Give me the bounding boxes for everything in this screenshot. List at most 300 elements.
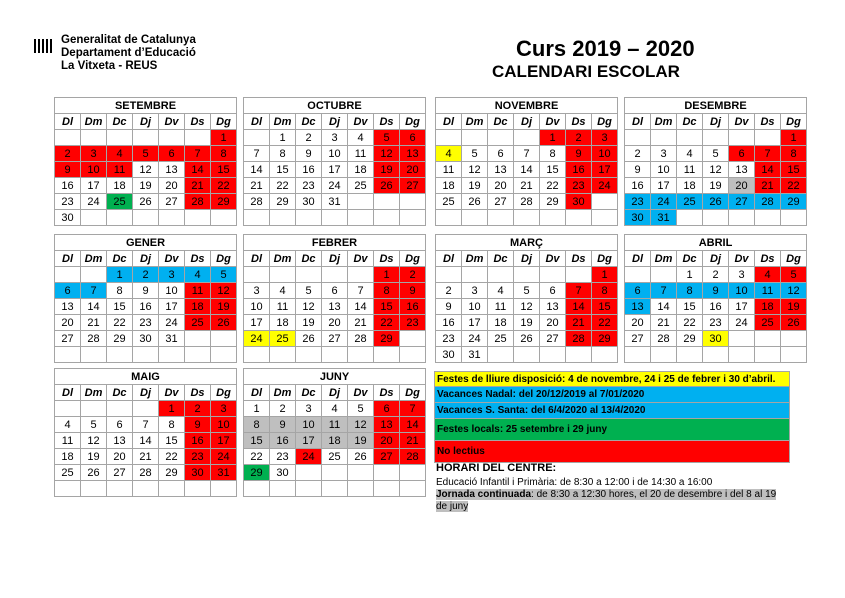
empty-cell	[781, 210, 807, 226]
day-cell: 19	[296, 315, 322, 331]
day-cell: 6	[107, 417, 133, 433]
empty-cell	[348, 347, 374, 363]
weekday-header: Dm	[270, 251, 296, 267]
page-title: Curs 2019 – 2020	[516, 36, 695, 61]
day-cell: 1	[781, 130, 807, 146]
day-cell: 7	[244, 146, 270, 162]
weekday-header: Dg	[400, 385, 426, 401]
day-cell: 13	[729, 162, 755, 178]
day-cell: 19	[462, 178, 488, 194]
month-setembre	[54, 97, 237, 226]
day-cell: 4	[107, 146, 133, 162]
empty-cell	[625, 347, 651, 363]
day-cell: 9	[296, 146, 322, 162]
empty-cell	[244, 347, 270, 363]
day-cell: 9	[185, 417, 211, 433]
day-cell: 20	[159, 178, 185, 194]
day-cell: 26	[348, 449, 374, 465]
empty-cell	[514, 267, 540, 283]
empty-cell	[81, 210, 107, 226]
day-cell: 21	[348, 315, 374, 331]
day-cell: 27	[625, 331, 651, 347]
day-cell: 1	[677, 267, 703, 283]
empty-cell	[540, 267, 566, 283]
empty-cell	[755, 130, 781, 146]
empty-cell	[703, 130, 729, 146]
weekday-header: Dm	[651, 251, 677, 267]
day-cell: 13	[107, 433, 133, 449]
day-cell: 3	[462, 283, 488, 299]
day-cell: 30	[296, 194, 322, 210]
weekday-header: Dm	[462, 114, 488, 130]
weekday-header: Dl	[244, 114, 270, 130]
day-cell: 5	[133, 146, 159, 162]
empty-cell	[159, 130, 185, 146]
day-cell: 21	[133, 449, 159, 465]
empty-cell	[55, 130, 81, 146]
day-cell: 17	[592, 162, 618, 178]
day-cell: 9	[400, 283, 426, 299]
weekday-header: Dl	[625, 251, 651, 267]
day-cell: 11	[55, 433, 81, 449]
weekday-header: Dj	[514, 251, 540, 267]
weekday-header: Dc	[296, 114, 322, 130]
day-cell: 6	[374, 401, 400, 417]
day-cell: 28	[348, 331, 374, 347]
day-cell: 20	[488, 178, 514, 194]
day-cell: 13	[488, 162, 514, 178]
day-cell: 13	[55, 299, 81, 315]
weekday-header: Dj	[322, 251, 348, 267]
weekday-header: Dl	[55, 251, 81, 267]
legend-easter: Vacances S. Santa: del 6/4/2020 al 13/4/2020	[434, 403, 790, 419]
empty-cell	[322, 465, 348, 481]
month-name: OCTUBRE	[244, 98, 426, 114]
day-cell: 9	[133, 283, 159, 299]
day-cell: 29	[107, 331, 133, 347]
empty-cell	[211, 210, 237, 226]
day-cell: 24	[296, 449, 322, 465]
day-cell: 28	[651, 331, 677, 347]
day-cell: 9	[703, 283, 729, 299]
day-cell: 26	[211, 315, 237, 331]
day-cell: 23	[270, 449, 296, 465]
day-cell: 24	[211, 449, 237, 465]
empty-cell	[625, 267, 651, 283]
day-cell: 25	[55, 465, 81, 481]
day-cell: 7	[348, 283, 374, 299]
weekday-header: Dl	[55, 114, 81, 130]
day-cell: 6	[322, 283, 348, 299]
empty-cell	[322, 347, 348, 363]
month-name: GENER	[55, 235, 237, 251]
day-cell: 23	[625, 194, 651, 210]
empty-cell	[159, 347, 185, 363]
day-cell: 22	[107, 315, 133, 331]
day-cell: 8	[244, 417, 270, 433]
empty-cell	[374, 465, 400, 481]
day-cell: 4	[348, 130, 374, 146]
day-cell: 29	[781, 194, 807, 210]
empty-cell	[296, 267, 322, 283]
empty-cell	[374, 347, 400, 363]
day-cell: 12	[703, 162, 729, 178]
weekday-header: Dg	[781, 114, 807, 130]
day-cell: 19	[348, 433, 374, 449]
empty-cell	[651, 347, 677, 363]
day-cell: 14	[755, 162, 781, 178]
day-cell: 17	[159, 299, 185, 315]
empty-cell	[514, 210, 540, 226]
day-cell: 27	[107, 465, 133, 481]
day-cell: 24	[322, 178, 348, 194]
day-cell: 18	[185, 299, 211, 315]
day-cell: 12	[211, 283, 237, 299]
day-cell: 9	[55, 162, 81, 178]
day-cell: 22	[374, 315, 400, 331]
empty-cell	[159, 210, 185, 226]
day-cell: 18	[677, 178, 703, 194]
day-cell: 5	[703, 146, 729, 162]
day-cell: 30	[185, 465, 211, 481]
day-cell: 7	[566, 283, 592, 299]
day-cell: 15	[592, 299, 618, 315]
day-cell: 15	[159, 433, 185, 449]
weekday-header: Dv	[348, 385, 374, 401]
day-cell: 11	[436, 162, 462, 178]
day-cell: 26	[462, 194, 488, 210]
day-cell: 1	[374, 267, 400, 283]
day-cell: 2	[400, 267, 426, 283]
day-cell: 15	[211, 162, 237, 178]
day-cell: 5	[81, 417, 107, 433]
day-cell: 10	[211, 417, 237, 433]
day-cell: 11	[488, 299, 514, 315]
day-cell: 1	[244, 401, 270, 417]
day-cell: 10	[159, 283, 185, 299]
empty-cell	[729, 331, 755, 347]
empty-cell	[566, 267, 592, 283]
day-cell: 14	[185, 162, 211, 178]
day-cell: 17	[296, 433, 322, 449]
empty-cell	[566, 210, 592, 226]
empty-cell	[729, 347, 755, 363]
day-cell: 22	[159, 449, 185, 465]
day-cell: 24	[462, 331, 488, 347]
empty-cell	[651, 267, 677, 283]
weekday-header: Ds	[185, 385, 211, 401]
weekday-header: Ds	[374, 251, 400, 267]
month-febrer	[243, 234, 426, 363]
empty-cell	[81, 130, 107, 146]
day-cell: 17	[651, 178, 677, 194]
day-cell: 1	[107, 267, 133, 283]
empty-cell	[211, 347, 237, 363]
continuous-day-label: Jornada continuada	[436, 489, 532, 500]
day-cell: 25	[107, 194, 133, 210]
day-cell: 18	[488, 315, 514, 331]
empty-cell	[133, 401, 159, 417]
day-cell: 16	[436, 315, 462, 331]
empty-cell	[374, 210, 400, 226]
day-cell: 25	[322, 449, 348, 465]
day-cell: 15	[781, 162, 807, 178]
day-cell: 16	[566, 162, 592, 178]
day-cell: 19	[703, 178, 729, 194]
day-cell: 27	[488, 194, 514, 210]
empty-cell	[107, 130, 133, 146]
empty-cell	[81, 347, 107, 363]
day-cell: 15	[270, 162, 296, 178]
empty-cell	[133, 210, 159, 226]
day-cell: 21	[566, 315, 592, 331]
day-cell: 6	[55, 283, 81, 299]
organization-block	[61, 34, 196, 73]
day-cell: 3	[159, 267, 185, 283]
day-cell: 27	[159, 194, 185, 210]
day-cell: 5	[348, 401, 374, 417]
empty-cell	[185, 210, 211, 226]
day-cell: 8	[107, 283, 133, 299]
empty-cell	[81, 401, 107, 417]
empty-cell	[755, 210, 781, 226]
weekday-header: Dl	[55, 385, 81, 401]
day-cell: 29	[592, 331, 618, 347]
month-octubre	[243, 97, 426, 226]
month-name: MARÇ	[436, 235, 618, 251]
empty-cell	[159, 481, 185, 497]
day-cell: 18	[55, 449, 81, 465]
day-cell: 21	[81, 315, 107, 331]
day-cell: 12	[781, 283, 807, 299]
day-cell: 4	[270, 283, 296, 299]
empty-cell	[729, 210, 755, 226]
day-cell: 7	[514, 146, 540, 162]
day-cell: 21	[755, 178, 781, 194]
day-cell: 14	[244, 162, 270, 178]
empty-cell	[81, 267, 107, 283]
day-cell: 10	[651, 162, 677, 178]
day-cell: 16	[270, 433, 296, 449]
day-cell: 2	[270, 401, 296, 417]
day-cell: 15	[374, 299, 400, 315]
day-cell: 20	[322, 315, 348, 331]
day-cell: 14	[566, 299, 592, 315]
day-cell: 3	[244, 283, 270, 299]
day-cell: 18	[322, 433, 348, 449]
day-cell: 28	[244, 194, 270, 210]
legend	[434, 371, 790, 463]
weekday-header: Dm	[81, 251, 107, 267]
day-cell: 14	[400, 417, 426, 433]
day-cell: 6	[540, 283, 566, 299]
empty-cell	[296, 347, 322, 363]
day-cell: 20	[540, 315, 566, 331]
day-cell: 23	[55, 194, 81, 210]
month-juny	[243, 368, 426, 497]
weekday-header: Ds	[185, 114, 211, 130]
weekday-header: Dv	[540, 114, 566, 130]
day-cell: 26	[703, 194, 729, 210]
weekday-header: Dc	[296, 385, 322, 401]
empty-cell	[625, 130, 651, 146]
weekday-header: Dv	[348, 251, 374, 267]
page-subtitle: CALENDARI ESCOLAR	[492, 62, 680, 81]
day-cell: 11	[185, 283, 211, 299]
day-cell: 31	[462, 347, 488, 363]
day-cell: 4	[488, 283, 514, 299]
day-cell: 10	[244, 299, 270, 315]
day-cell: 7	[133, 417, 159, 433]
empty-cell	[781, 331, 807, 347]
day-cell: 4	[322, 401, 348, 417]
empty-cell	[592, 347, 618, 363]
empty-cell	[755, 347, 781, 363]
day-cell: 16	[296, 162, 322, 178]
day-cell: 26	[133, 194, 159, 210]
day-cell: 18	[107, 178, 133, 194]
day-cell: 6	[488, 146, 514, 162]
day-cell: 5	[781, 267, 807, 283]
empty-cell	[677, 210, 703, 226]
org-line-1: Generalitat de Catalunya	[61, 34, 196, 46]
weekday-header: Dm	[270, 385, 296, 401]
day-cell: 4	[436, 146, 462, 162]
day-cell: 15	[677, 299, 703, 315]
day-cell: 2	[296, 130, 322, 146]
day-cell: 14	[651, 299, 677, 315]
month-name: ABRIL	[625, 235, 807, 251]
day-cell: 20	[107, 449, 133, 465]
day-cell: 19	[374, 162, 400, 178]
day-cell: 31	[159, 331, 185, 347]
day-cell: 20	[625, 315, 651, 331]
day-cell: 12	[462, 162, 488, 178]
day-cell: 27	[540, 331, 566, 347]
day-cell: 17	[322, 162, 348, 178]
empty-cell	[400, 210, 426, 226]
day-cell: 24	[81, 194, 107, 210]
day-cell: 30	[436, 347, 462, 363]
empty-cell	[296, 465, 322, 481]
month-name: FEBRER	[244, 235, 426, 251]
day-cell: 14	[133, 433, 159, 449]
weekday-header: Ds	[566, 251, 592, 267]
day-cell: 4	[185, 267, 211, 283]
day-cell: 1	[270, 130, 296, 146]
day-cell: 18	[436, 178, 462, 194]
day-cell: 8	[270, 146, 296, 162]
day-cell: 6	[729, 146, 755, 162]
day-cell: 20	[400, 162, 426, 178]
day-cell: 27	[322, 331, 348, 347]
day-cell: 19	[81, 449, 107, 465]
day-cell: 16	[625, 178, 651, 194]
empty-cell	[400, 481, 426, 497]
day-cell: 7	[185, 146, 211, 162]
day-cell: 21	[400, 433, 426, 449]
day-cell: 7	[400, 401, 426, 417]
day-cell: 15	[107, 299, 133, 315]
weekday-header: Dg	[400, 251, 426, 267]
day-cell: 22	[592, 315, 618, 331]
empty-cell	[436, 130, 462, 146]
day-cell: 10	[296, 417, 322, 433]
day-cell: 21	[185, 178, 211, 194]
day-cell: 24	[244, 331, 270, 347]
empty-cell	[107, 210, 133, 226]
empty-cell	[566, 347, 592, 363]
day-cell: 11	[270, 299, 296, 315]
weekday-header: Dm	[462, 251, 488, 267]
weekday-header: Dg	[400, 114, 426, 130]
day-cell: 26	[781, 315, 807, 331]
empty-cell	[244, 130, 270, 146]
day-cell: 7	[755, 146, 781, 162]
empty-cell	[296, 210, 322, 226]
weekday-header: Dj	[133, 114, 159, 130]
day-cell: 31	[211, 465, 237, 481]
day-cell: 17	[211, 433, 237, 449]
weekday-header: Dv	[540, 251, 566, 267]
day-cell: 15	[244, 433, 270, 449]
day-cell: 23	[185, 449, 211, 465]
school-hours-line2	[436, 489, 788, 513]
empty-cell	[514, 130, 540, 146]
weekday-header: Ds	[755, 114, 781, 130]
weekday-header: Dc	[296, 251, 322, 267]
day-cell: 5	[374, 130, 400, 146]
day-cell: 30	[625, 210, 651, 226]
month-name: DESEMBRE	[625, 98, 807, 114]
day-cell: 2	[566, 130, 592, 146]
weekday-header: Ds	[185, 251, 211, 267]
day-cell: 29	[244, 465, 270, 481]
day-cell: 5	[296, 283, 322, 299]
day-cell: 19	[211, 299, 237, 315]
month-desembre	[624, 97, 807, 226]
day-cell: 26	[296, 331, 322, 347]
day-cell: 4	[55, 417, 81, 433]
day-cell: 19	[514, 315, 540, 331]
empty-cell	[592, 194, 618, 210]
weekday-header: Dm	[81, 114, 107, 130]
empty-cell	[211, 331, 237, 347]
day-cell: 30	[270, 465, 296, 481]
day-cell: 10	[729, 283, 755, 299]
empty-cell	[55, 401, 81, 417]
day-cell: 23	[133, 315, 159, 331]
day-cell: 25	[488, 331, 514, 347]
day-cell: 1	[159, 401, 185, 417]
day-cell: 29	[677, 331, 703, 347]
weekday-header: Dj	[133, 385, 159, 401]
day-cell: 3	[81, 146, 107, 162]
weekday-header: Dj	[703, 114, 729, 130]
empty-cell	[488, 130, 514, 146]
month-name: NOVEMBRE	[436, 98, 618, 114]
day-cell: 9	[270, 417, 296, 433]
day-cell: 11	[755, 283, 781, 299]
day-cell: 25	[270, 331, 296, 347]
org-line-2: Departament d’Educació	[61, 47, 196, 59]
day-cell: 12	[348, 417, 374, 433]
empty-cell	[185, 130, 211, 146]
day-cell: 22	[270, 178, 296, 194]
empty-cell	[185, 347, 211, 363]
day-cell: 24	[159, 315, 185, 331]
empty-cell	[81, 481, 107, 497]
